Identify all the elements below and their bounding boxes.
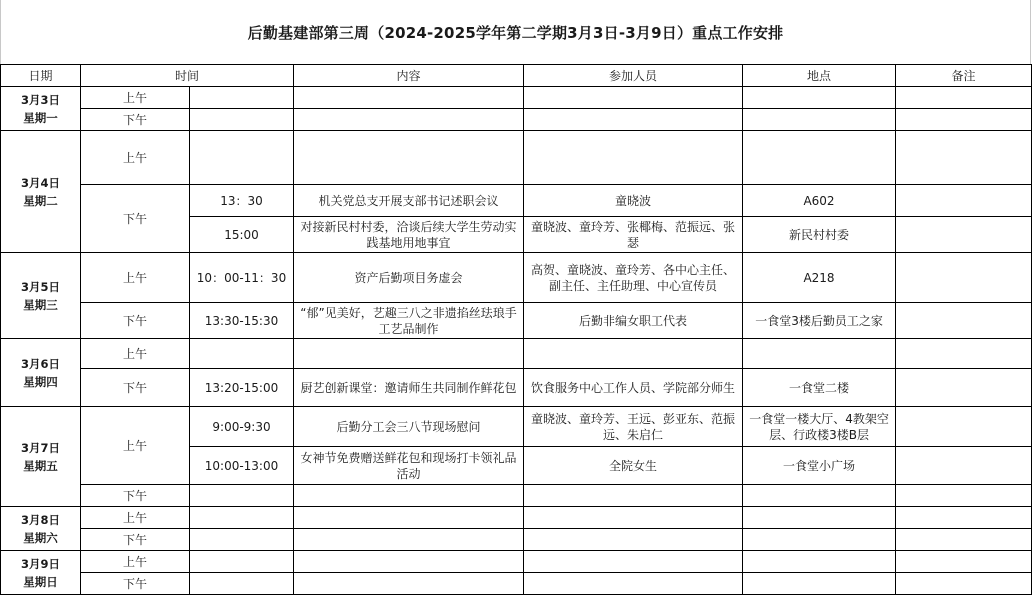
location-cell: 一食堂小广场 <box>743 447 896 485</box>
notes-cell <box>896 217 1032 253</box>
participants-cell <box>524 529 743 551</box>
notes-cell <box>896 529 1032 551</box>
header-time: 时间 <box>81 65 294 87</box>
weekday-label: 星期五 <box>23 458 58 473</box>
date-label: 3月7日 <box>20 440 60 455</box>
participants-cell: 童晓波、童玲芳、张椰梅、范振远、张瑟 <box>524 217 743 253</box>
time-cell: 13：30 <box>190 185 294 217</box>
table-row <box>1 407 1032 447</box>
weekday-label: 星期一 <box>23 110 58 125</box>
time-cell: 13:20-15:00 <box>190 369 294 407</box>
content-cell: 后勤分工会三八节现场慰问 <box>294 407 524 447</box>
notes-cell <box>896 573 1032 595</box>
time-cell: 13:30-15:30 <box>190 303 294 339</box>
header-date: 日期 <box>1 65 81 87</box>
weekday-label: 星期四 <box>23 374 58 389</box>
participants-cell <box>524 551 743 573</box>
participants-cell <box>524 573 743 595</box>
location-cell <box>743 485 896 507</box>
content-cell <box>294 87 524 109</box>
location-cell <box>743 109 896 131</box>
location-cell <box>743 551 896 573</box>
time-cell <box>190 529 294 551</box>
content-cell <box>294 573 524 595</box>
content-cell: 资产后勤项目务虚会 <box>294 253 524 303</box>
notes-cell <box>896 253 1032 303</box>
weekday-label: 星期日 <box>23 574 58 589</box>
notes-cell <box>896 339 1032 369</box>
date-label: 3月9日 <box>20 556 60 571</box>
notes-cell <box>896 485 1032 507</box>
date-label: 3月8日 <box>20 512 60 527</box>
time-cell <box>190 87 294 109</box>
participants-cell <box>524 87 743 109</box>
content-cell: 机关党总支开展支部书记述职会议 <box>294 185 524 217</box>
notes-cell <box>896 507 1032 529</box>
period-pm: 下午 <box>81 369 190 407</box>
schedule-table <box>0 64 1032 595</box>
location-cell <box>743 507 896 529</box>
table-row <box>1 507 1032 529</box>
date-label: 3月5日 <box>20 279 60 294</box>
period-am: 上午 <box>81 507 190 529</box>
period-pm: 下午 <box>81 485 190 507</box>
participants-cell: 饮食服务中心工作人员、学院部分师生 <box>524 369 743 407</box>
date-label: 3月3日 <box>20 92 60 107</box>
time-cell <box>190 109 294 131</box>
notes-cell <box>896 551 1032 573</box>
participants-cell <box>524 339 743 369</box>
table-row <box>1 551 1032 573</box>
weekday-label: 星期二 <box>23 193 58 208</box>
time-cell <box>190 131 294 185</box>
table-row <box>1 485 1032 507</box>
content-cell <box>294 485 524 507</box>
content-cell <box>294 109 524 131</box>
weekday-label: 星期六 <box>23 530 58 545</box>
table-row <box>1 339 1032 369</box>
notes-cell <box>896 407 1032 447</box>
period-pm: 下午 <box>81 109 190 131</box>
table-row <box>1 109 1032 131</box>
participants-cell: 全院女生 <box>524 447 743 485</box>
participants-cell <box>524 131 743 185</box>
table-row <box>1 87 1032 109</box>
content-cell: 厨艺创新课堂：邀请师生共同制作鲜花包 <box>294 369 524 407</box>
date-cell <box>1 551 81 595</box>
time-cell <box>190 485 294 507</box>
table-row <box>1 253 1032 303</box>
participants-cell <box>524 109 743 131</box>
time-cell <box>190 551 294 573</box>
participants-cell: 高贺、童晓波、童玲芳、各中心主任、副主任、主任助理、中心宣传员 <box>524 253 743 303</box>
participants-cell: 后勤非编女职工代表 <box>524 303 743 339</box>
location-cell <box>743 131 896 185</box>
notes-cell <box>896 131 1032 185</box>
time-cell: 10：00-11：30 <box>190 253 294 303</box>
header-location: 地点 <box>743 65 896 87</box>
table-row <box>1 303 1032 339</box>
location-cell <box>743 573 896 595</box>
header-participants: 参加人员 <box>524 65 743 87</box>
table-row <box>1 131 1032 185</box>
notes-cell <box>896 87 1032 109</box>
notes-cell <box>896 369 1032 407</box>
date-cell <box>1 253 81 339</box>
participants-cell <box>524 485 743 507</box>
header-content: 内容 <box>294 65 524 87</box>
period-am: 上午 <box>81 407 190 485</box>
time-cell: 10:00-13:00 <box>190 447 294 485</box>
table-row <box>1 529 1032 551</box>
date-cell <box>1 87 81 131</box>
location-cell <box>743 529 896 551</box>
location-cell: A218 <box>743 253 896 303</box>
period-am: 上午 <box>81 339 190 369</box>
time-cell <box>190 573 294 595</box>
period-am: 上午 <box>81 131 190 185</box>
date-cell <box>1 407 81 507</box>
notes-cell <box>896 185 1032 217</box>
period-am: 上午 <box>81 551 190 573</box>
period-pm: 下午 <box>81 303 190 339</box>
location-cell <box>743 87 896 109</box>
notes-cell <box>896 109 1032 131</box>
table-row <box>1 573 1032 595</box>
content-cell: 女神节免费赠送鲜花包和现场打卡领礼品活动 <box>294 447 524 485</box>
weekday-label: 星期三 <box>23 297 58 312</box>
period-pm: 下午 <box>81 529 190 551</box>
location-cell: 一食堂一楼大厅、4教架空层、行政楼3楼B层 <box>743 407 896 447</box>
location-cell: A602 <box>743 185 896 217</box>
notes-cell <box>896 447 1032 485</box>
time-cell: 15:00 <box>190 217 294 253</box>
location-cell: 新民村村委 <box>743 217 896 253</box>
header-row <box>1 65 1032 87</box>
time-cell <box>190 507 294 529</box>
participants-cell: 童晓波 <box>524 185 743 217</box>
content-cell <box>294 551 524 573</box>
date-cell <box>1 339 81 407</box>
notes-cell <box>896 303 1032 339</box>
time-cell <box>190 339 294 369</box>
location-cell: 一食堂二楼 <box>743 369 896 407</box>
date-cell <box>1 507 81 551</box>
date-label: 3月4日 <box>20 175 60 190</box>
location-cell <box>743 339 896 369</box>
time-cell: 9:00-9:30 <box>190 407 294 447</box>
header-notes: 备注 <box>896 65 1032 87</box>
period-am: 上午 <box>81 87 190 109</box>
period-am: 上午 <box>81 253 190 303</box>
date-cell <box>1 131 81 253</box>
page-title: 后勤基建部第三周（2024-2025学年第二学期3月3日-3月9日）重点工作安排 <box>0 0 1031 64</box>
content-cell <box>294 131 524 185</box>
content-cell <box>294 507 524 529</box>
content-cell <box>294 339 524 369</box>
table-row <box>1 185 1032 217</box>
location-cell: 一食堂3楼后勤员工之家 <box>743 303 896 339</box>
date-label: 3月6日 <box>20 356 60 371</box>
content-cell <box>294 529 524 551</box>
participants-cell <box>524 507 743 529</box>
period-pm: 下午 <box>81 573 190 595</box>
period-pm: 下午 <box>81 185 190 253</box>
participants-cell: 童晓波、童玲芳、王远、彭亚东、范振远、朱启仁 <box>524 407 743 447</box>
table-row <box>1 369 1032 407</box>
content-cell: “郁”见美好，艺趣三八之非遗掐丝珐琅手工艺品制作 <box>294 303 524 339</box>
content-cell: 对接新民村村委，洽谈后续大学生劳动实践基地用地事宜 <box>294 217 524 253</box>
